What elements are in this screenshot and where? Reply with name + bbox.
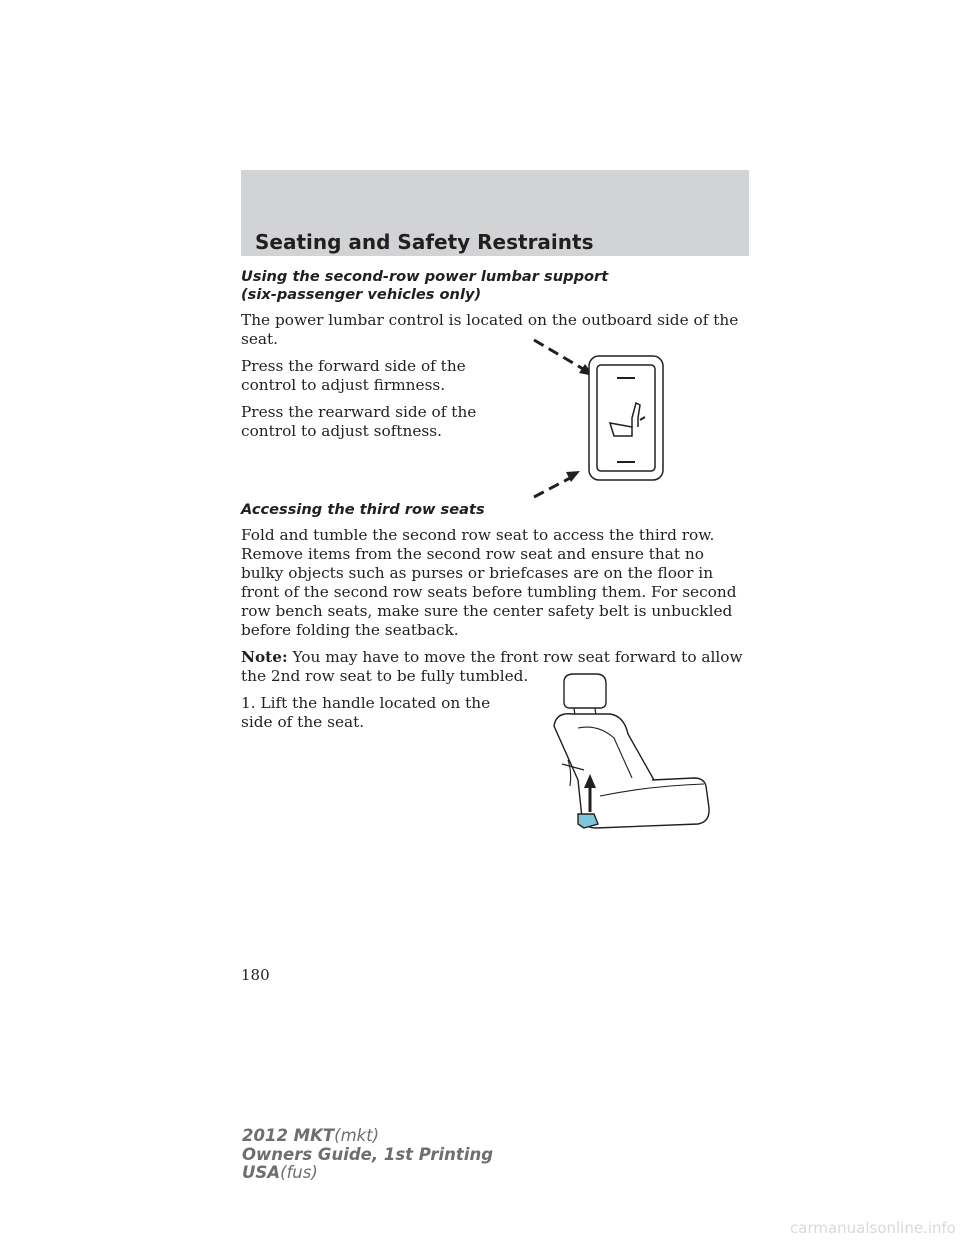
seat-cushion xyxy=(578,778,709,828)
section-title: Seating and Safety Restraints xyxy=(255,230,594,254)
step-1-text: 1. Lift the handle located on the side of the seat. xyxy=(241,694,491,731)
lumbar-forward-text: Press the forward side of the control to adjust firmness. xyxy=(241,357,466,394)
printing-region-line xyxy=(242,1164,493,1183)
forward-arrow-line xyxy=(534,340,590,373)
rearward-arrow-line xyxy=(534,477,572,497)
seat-handle-illustration xyxy=(548,668,713,838)
third-row-body: Fold and tumble the second row seat to access the third row. Remove items from the second row seat and ensure that no bulky objects such as purses or briefcases are on the floor in front of the second row seats before tumbling them. For second row bench seats, make sure the center safety belt is unbuckled before folding the seatback. xyxy=(241,526,737,639)
headrest xyxy=(564,674,606,708)
model-name: 2012 MKT xyxy=(242,1126,335,1145)
lumbar-heading-line1: Using the second-row power lumbar support xyxy=(241,268,609,285)
lumbar-rearward-text: Press the rearward side of the control to adjust softness. xyxy=(241,403,477,440)
lumbar-heading-line2: (six-passenger vehicles only) xyxy=(241,286,482,303)
note-label: Note: xyxy=(241,648,288,666)
lumbar-intro: The power lumbar control is located on the outboard side of the seat. xyxy=(241,311,739,348)
region-code: (fus) xyxy=(280,1163,318,1182)
third-row-heading: Accessing the third row seats xyxy=(241,501,485,518)
printing-guide-line xyxy=(242,1146,493,1165)
model-code: (mkt) xyxy=(334,1126,380,1145)
note-text: You may have to move the front row seat forward to allow the 2nd row seat to be fully tumbled. xyxy=(241,648,743,685)
guide-edition: Owners Guide, 1st Printing xyxy=(242,1144,494,1164)
watermark: carmanualsonline.info xyxy=(790,1219,956,1237)
printing-model-line xyxy=(242,1127,493,1146)
page-content xyxy=(241,268,751,449)
switch-button xyxy=(597,365,655,471)
lumbar-heading xyxy=(241,268,751,304)
printing-info xyxy=(242,1127,493,1183)
page-number: 180 xyxy=(241,966,270,984)
region-name: USA xyxy=(242,1163,281,1182)
lumbar-switch-illustration xyxy=(528,336,672,502)
